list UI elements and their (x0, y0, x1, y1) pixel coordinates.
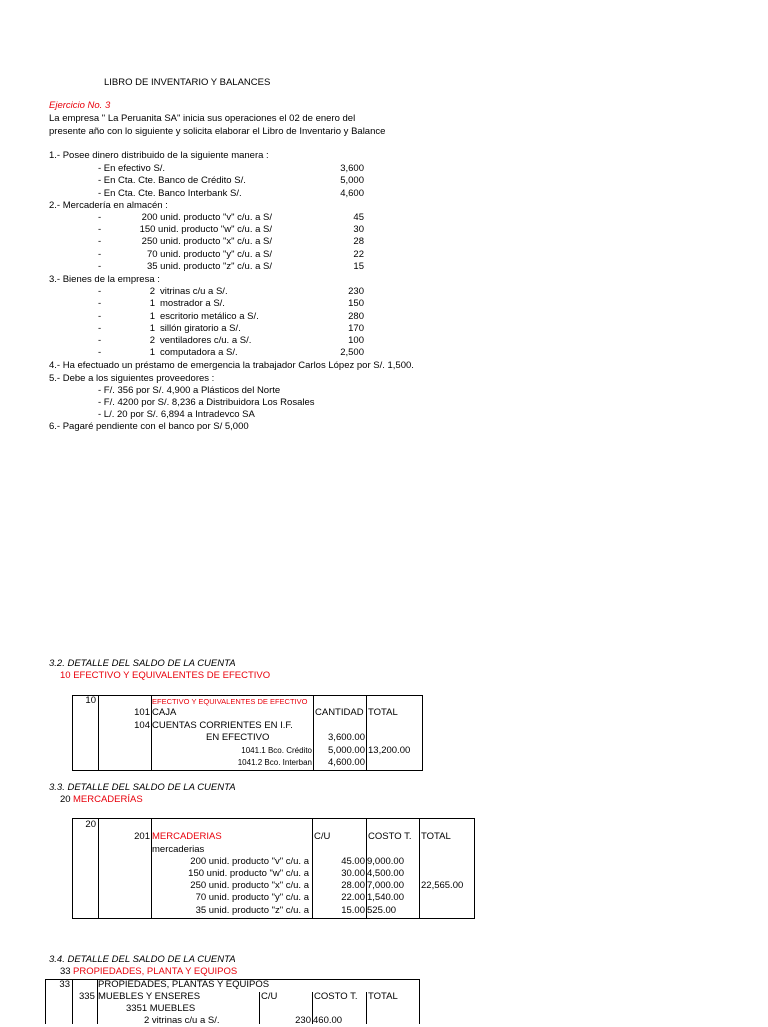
sec32-col-total: TOTAL (368, 707, 398, 718)
sec32-sub2-code: 104 (134, 720, 150, 731)
item2-dash: - (98, 224, 102, 235)
sec33-row-cost: 525.00 (367, 905, 397, 916)
item3-dash: - (98, 335, 102, 346)
item3-dash: - (98, 311, 102, 322)
item3-value: 100 (348, 335, 364, 346)
item5-row: - L/. 20 por S/. 6,894 a Intradevco SA (98, 409, 255, 420)
sec33-subtitle-num: 20 (60, 794, 71, 805)
sec32-sub2-name: CUENTAS CORRIENTES EN I.F. (152, 720, 293, 731)
item3-value: 280 (348, 311, 364, 322)
sec33-row-desc: 150 unid. producto "w" c/u. a (188, 868, 309, 879)
sec34-col-total: TOTAL (368, 991, 398, 1002)
sec32-r1-value: 5,000.00 (328, 745, 365, 756)
sec33-row-desc: 70 unid. producto "y" c/u. a (195, 892, 309, 903)
sec33-acct: 20 (85, 819, 96, 830)
sec32-subtitle: 10 EFECTIVO Y EQUIVALENTES DE EFECTIVO (60, 670, 271, 681)
sec34-col-cu: C/U (261, 991, 278, 1002)
sec33-col-cost: COSTO T. (368, 831, 412, 842)
sec32-sub1-code: 101 (134, 707, 150, 718)
sec33-row-cu: 15.00 (341, 905, 365, 916)
sec34-subtitle-num: 33 (60, 966, 71, 977)
sec33-row-cu: 28.00 (341, 880, 365, 891)
item4-text: 4.- Ha efectuado un préstamo de emergencia la trabajador Carlos López por S/. 1,500. (49, 360, 414, 371)
sec32-sub1-name: CAJA (152, 707, 177, 718)
sec34-col-cost: COSTO T. (314, 991, 358, 1002)
sec34-sub-code: 335 (79, 991, 95, 1002)
item1-heading: 1.- Posee dinero distribuido de la siguiente manera : (49, 150, 269, 161)
item2-desc: 200 unid. producto "v" c/u. a S/ (141, 212, 272, 223)
item3-qty: 2 (149, 335, 155, 346)
sec32-r1-total: 13,200.00 (368, 745, 411, 756)
sec34-sub2: 3351 MUEBLES (126, 1003, 196, 1014)
sec33-row-cost: 1,540.00 (367, 892, 404, 903)
sec32-r2-label: 1041.2 Bco. Interban (237, 758, 312, 767)
sec34-row-cu: 230 (295, 1015, 311, 1026)
sec32-efectivo-label: EN EFECTIVO (206, 732, 270, 743)
item2-desc: 70 unid. producto "y" c/u. a S/ (146, 249, 272, 260)
item3-desc: computadora a S/. (160, 347, 238, 358)
item1-value: 5,000 (340, 175, 364, 186)
sec34-sub-name: MUEBLES Y ENSERES (98, 991, 201, 1002)
sec33-row-cost: 9,000.00 (367, 856, 404, 867)
sec33-col-cu: C/U (314, 831, 331, 842)
sec33-subtitle-name: MERCADERÍAS (73, 794, 143, 805)
sec34-title: 3.4. DETALLE DEL SALDO DE LA CUENTA (49, 954, 236, 965)
sec34-acct: 33 (59, 979, 70, 990)
item2-dash: - (98, 212, 102, 223)
item1-label: - En Cta. Cte. Banco Interbank S/. (98, 188, 242, 199)
item2-value: 30 (353, 224, 364, 235)
item3-desc: mostrador a S/. (160, 298, 225, 309)
item3-heading: 3.- Bienes de la empresa : (49, 274, 160, 285)
item3-desc: sillón giratorio a S/. (160, 323, 241, 334)
item3-qty: 1 (149, 347, 155, 358)
sec33-sub-name: MERCADERIAS (152, 831, 222, 842)
item2-desc: 35 unid. producto "z" c/u. a S/ (146, 261, 272, 272)
item3-dash: - (98, 323, 102, 334)
item2-dash: - (98, 261, 102, 272)
item3-desc: vitrinas c/u a S/. (160, 286, 228, 297)
sec33-row-desc: 200 unid. producto "v" c/u. a (190, 856, 309, 867)
sec32-col-qty: CANTIDAD (315, 707, 364, 718)
intro-line: presente año con lo siguiente y solicita elaborar el Libro de Inventario y Balance (49, 126, 386, 137)
sec33-col-total: TOTAL (421, 831, 451, 842)
sec33-label: mercaderias (152, 844, 205, 855)
item2-value: 45 (353, 212, 364, 223)
sec33-row-cu: 30.00 (341, 868, 365, 879)
item3-dash: - (98, 347, 102, 358)
item1-value: 3,600 (340, 163, 364, 174)
item5-row: - F/. 4200 por S/. 8,236 a Distribuidora Los Rosales (98, 397, 315, 408)
sec33-title: 3.3. DETALLE DEL SALDO DE LA CUENTA (49, 782, 236, 793)
item3-value: 2,500 (340, 347, 364, 358)
sec33-row-cost: 7,000.00 (367, 880, 404, 891)
sec33-row-cost: 4,500.00 (367, 868, 404, 879)
sec34-subtitle-name: PROPIEDADES, PLANTA Y EQUIPOS (73, 966, 238, 977)
sec32-title: 3.2. DETALLE DEL SALDO DE LA CUENTA (49, 658, 236, 669)
sec32-efectivo-value: 3,600.00 (328, 732, 365, 743)
item3-qty: 2 (149, 286, 155, 297)
item2-desc: 150 unid. producto "w" c/u. a S/ (139, 224, 272, 235)
sec34-acct-name: PROPIEDADES, PLANTAS Y EQUIPOS (98, 979, 270, 990)
item1-value: 4,600 (340, 188, 364, 199)
item5-row: - F/. 356 por S/. 4,900 a Plásticos del Norte (98, 385, 281, 396)
sec32-r2-value: 4,600.00 (328, 757, 365, 768)
item2-value: 15 (353, 261, 364, 272)
item2-value: 22 (353, 249, 364, 260)
intro-line: La empresa " La Peruanita SA" inicia sus operaciones el 02 de enero del (49, 113, 356, 124)
sec33-sub-code: 201 (134, 831, 150, 842)
item3-desc: ventiladores c/u. a S/. (160, 335, 252, 346)
page-title: LIBRO DE INVENTARIO Y BALANCES (104, 77, 271, 88)
item3-dash: - (98, 286, 102, 297)
sec33-row-cu: 45.00 (341, 856, 365, 867)
sec32-r1-label: 1041.1 Bco. Crédito (241, 746, 312, 755)
item1-label: - En Cta. Cte. Banco de Crédito S/. (98, 175, 246, 186)
item3-qty: 1 (149, 298, 155, 309)
item2-value: 28 (353, 236, 364, 247)
item3-desc: escritorio metálico a S/. (160, 311, 259, 322)
sec33-row-cu: 22.00 (341, 892, 365, 903)
item2-heading: 2.- Mercadería en almacén : (49, 200, 168, 211)
item2-desc: 250 unid. producto "x" c/u. a S/ (141, 236, 272, 247)
exercise-label: Ejercicio No. 3 (49, 100, 111, 111)
item6-text: 6.- Pagaré pendiente con el banco por S/ 5,000 (49, 421, 249, 432)
item3-dash: - (98, 298, 102, 309)
item1-label: - En efectivo S/. (98, 163, 166, 174)
sec34-row-cost: 460.00 (313, 1015, 343, 1026)
sec32-acct: 10 (85, 695, 96, 706)
sec33-row-desc: 35 unid. producto "z" c/u. a (195, 905, 309, 916)
item2-dash: - (98, 236, 102, 247)
item3-value: 170 (348, 323, 364, 334)
sec34-row-desc: 2 vitrinas c/u a S/. (144, 1015, 220, 1026)
sec32-acct-name: EFECTIVO Y EQUIVALENTES DE EFECTIVO (152, 697, 308, 706)
item3-value: 150 (348, 298, 364, 309)
item3-value: 230 (348, 286, 364, 297)
item3-qty: 1 (149, 311, 155, 322)
item2-dash: - (98, 249, 102, 260)
item5-heading: 5.- Debe a los siguientes proveedores : (49, 373, 215, 384)
item3-qty: 1 (149, 323, 155, 334)
sec33-row-desc: 250 unid. producto "x" c/u. a (190, 880, 309, 891)
sec33-total: 22,565.00 (421, 880, 464, 891)
